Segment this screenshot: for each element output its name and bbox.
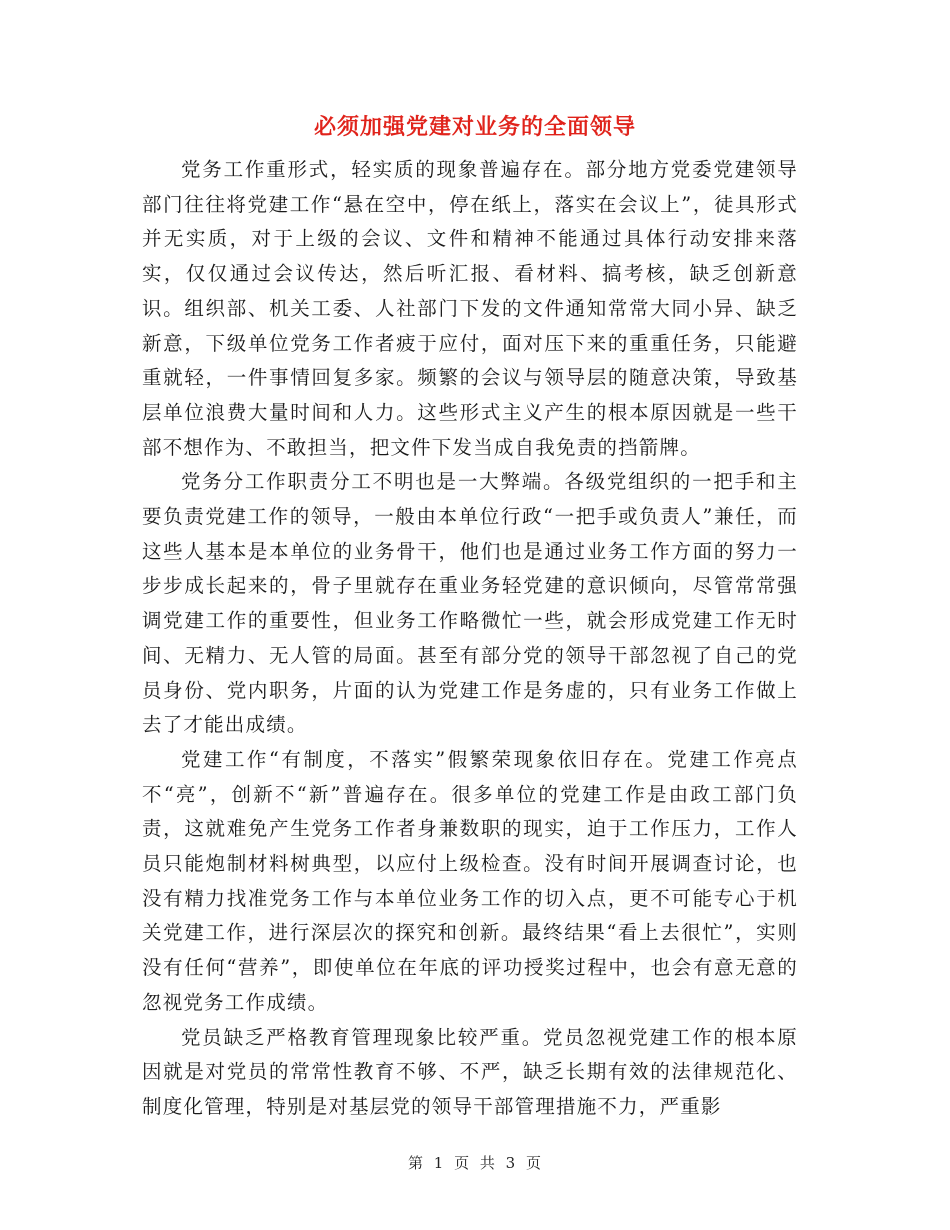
paragraph-4: 党员缺乏严格教育管理现象比较严重。党员忽视党建工作的根本原因就是对党员的常常性教育不够、不严，缺乏长期有效的法律规范化、制度化管理，特别是对基层党的领导干部管理措施不力，严重影 [142,1025,798,1118]
paragraph-1: 党务工作重形式，轻实质的现象普遍存在。部分地方党委党建领导部门往往将党建工作“悬在空中，停在纸上，落实在会议上”，徒具形式并无实质，对于上级的会议、文件和精神不能通过具体行动安排来落实，仅仅通过会议传达，然后听汇报、看材料、搞考核，缺乏创新意识。组织部、机关工委、人社部门下发的文件通知常常大同小异、缺乏新意，下级单位党务工作者疲于应付，面对压下来的重重任务，只能避重就轻，一件事情回复多家。频繁的会议与领导层的随意决策，导致基层单位浪费大量时间和人力。这些形式主义产生的根本原因就是一些干部不想作为、不敢担当，把文件下发当成自我免责的挡箭牌。 [142,158,798,459]
document-title: 必须加强党建对业务的全面领导 [313,114,636,140]
paragraph-2: 党务分工作职责分工不明也是一大弊端。各级党组织的一把手和主要负责党建工作的领导，一般由本单位行政“一把手或负责人”兼任，而这些人基本是本单位的业务骨干，他们也是通过业务工作方面的努力一步步成长起来的，骨子里就存在重业务轻党建的意识倾向，尽管常常强调党建工作的重要性，但业务工作略微忙一些，就会形成党建工作无时间、无精力、无人管的局面。甚至有部分党的领导干部忽视了自己的党员身份、党内职务，片面的认为党建工作是务虚的，只有业务工作做上去了才能出成绩。 [142,470,798,737]
document-body [142,153,798,1125]
paragraph-3: 党建工作“有制度，不落实”假繁荣现象依旧存在。党建工作亮点不“亮”，创新不“新”普遍存在。很多单位的党建工作是由政工部门负责，这就难免产生党务工作者身兼数职的现实，迫于工作压力，工作人员只能炮制材料树典型，以应付上级检查。没有时间开展调查讨论，也没有精力找准党务工作与本单位业务工作的切入点，更不可能专心于机关党建工作，进行深层次的探究和创新。最终结果“看上去很忙”，实则没有任何“营养”，即使单位在年底的评功授奖过程中，也会有意无意的忽视党务工作成绩。 [142,747,798,1014]
page-number-footer: 第 1 页 共 3 页 [408,1154,542,1172]
